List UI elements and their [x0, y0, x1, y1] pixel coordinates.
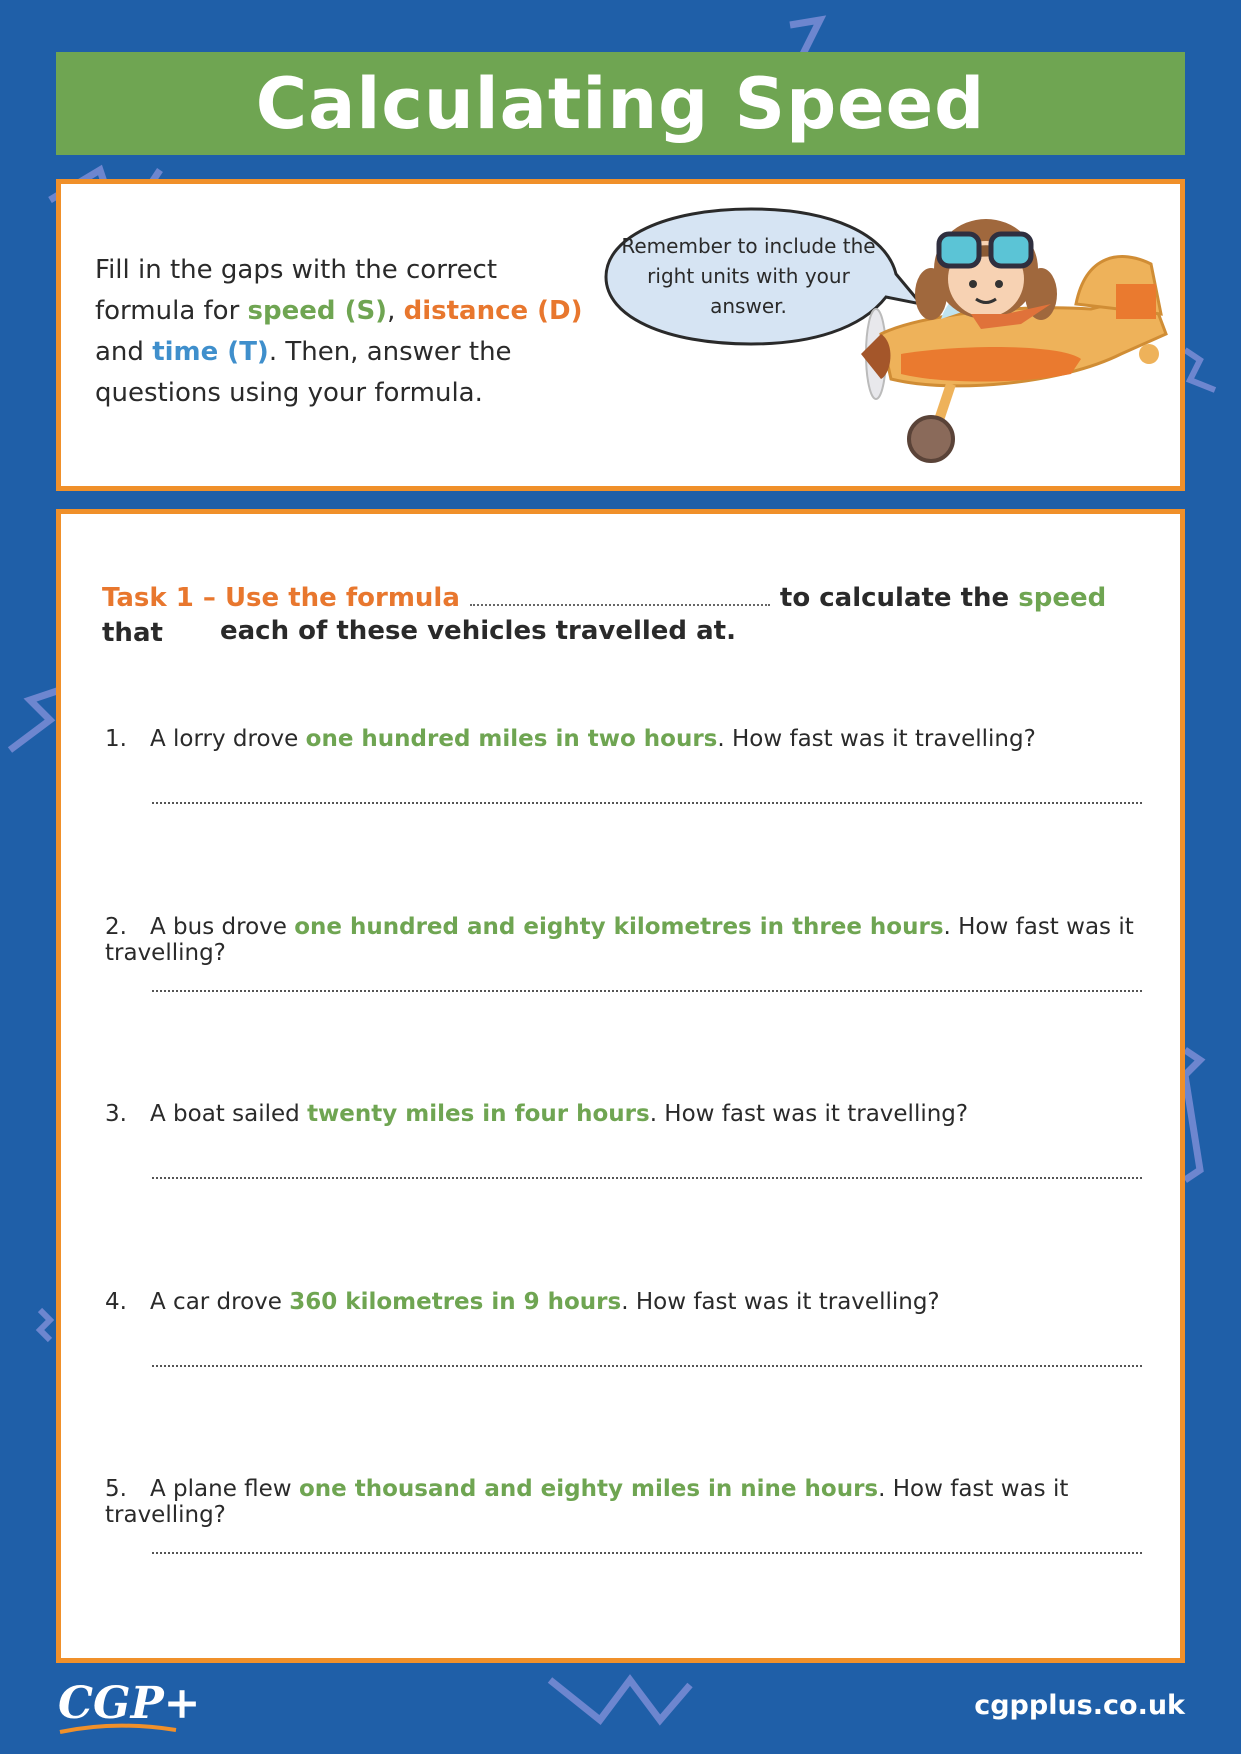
intro-text-part2: . Then, answer the questions using your formula.: [95, 337, 512, 408]
question-text-pre: A bus drove: [150, 914, 295, 940]
question-number: 4.: [105, 1289, 127, 1315]
answer-line-2[interactable]: [152, 990, 1142, 992]
title-banner: [56, 52, 1185, 155]
intro-text-part1: Fill in the gaps with the correct formula for: [95, 255, 498, 326]
intro-instructions: [95, 250, 595, 414]
question-number: 1.: [105, 726, 127, 752]
bubble-text: Remember to include the right units with your answer.: [621, 234, 876, 318]
task-middle: to calculate the: [779, 583, 1010, 613]
page-title: Calculating Speed: [255, 62, 986, 145]
logo-swoosh-icon: [58, 1722, 178, 1736]
intro-sep: ,: [387, 296, 404, 326]
question-text-post: . How fast was it travelling?: [105, 1476, 1069, 1528]
question-4: [105, 1289, 940, 1315]
pilot-plane-illustration: [821, 194, 1206, 474]
answer-line-5[interactable]: [152, 1552, 1142, 1554]
task-heading-line2: each of these vehicles travelled at.: [220, 616, 736, 646]
question-number: 5.: [105, 1476, 127, 1502]
question-text-pre: A plane flew: [150, 1476, 299, 1502]
question-number: 2.: [105, 914, 127, 940]
time-keyword: time (T): [152, 337, 269, 367]
question-text-post: . How fast was it travelling?: [105, 914, 1134, 966]
intro-and: and: [95, 337, 153, 367]
question-number: 3.: [105, 1101, 127, 1127]
question-5: [105, 1476, 1180, 1528]
question-text-post: . How fast was it travelling?: [649, 1101, 969, 1127]
question-text-post: . How fast was it travelling?: [621, 1289, 940, 1315]
speed-keyword: speed (S): [247, 296, 388, 326]
formula-blank[interactable]: [470, 586, 770, 606]
question-highlight: 360 kilometres in 9 hours: [289, 1289, 622, 1315]
answer-line-4[interactable]: [152, 1365, 1142, 1367]
question-text-pre: A boat sailed: [150, 1101, 308, 1127]
question-highlight: one hundred and eighty kilometres in three hours: [294, 914, 944, 940]
question-text-pre: A car drove: [150, 1289, 290, 1315]
cgp-logo: CGP+: [58, 1678, 201, 1729]
task-panel: [56, 509, 1185, 1663]
answer-line-3[interactable]: [152, 1177, 1142, 1179]
question-text-pre: A lorry drove: [150, 726, 306, 752]
question-1: [105, 726, 1036, 752]
question-3: [105, 1101, 968, 1127]
task-speed-keyword: speed: [1018, 583, 1107, 613]
distance-keyword: distance (D): [403, 296, 583, 326]
question-2: [105, 914, 1180, 966]
question-text-post: . How fast was it travelling?: [717, 726, 1036, 752]
question-highlight: one hundred miles in two hours: [305, 726, 718, 752]
question-highlight: twenty miles in four hours: [307, 1101, 650, 1127]
intro-panel: [56, 179, 1185, 491]
task-prefix: Task 1 – Use the formula: [102, 583, 460, 613]
question-highlight: one thousand and eighty miles in nine hours: [298, 1476, 879, 1502]
answer-line-1[interactable]: [152, 802, 1142, 804]
task-suffix: that: [102, 618, 163, 648]
website-url: cgpplus.co.uk: [974, 1690, 1185, 1721]
